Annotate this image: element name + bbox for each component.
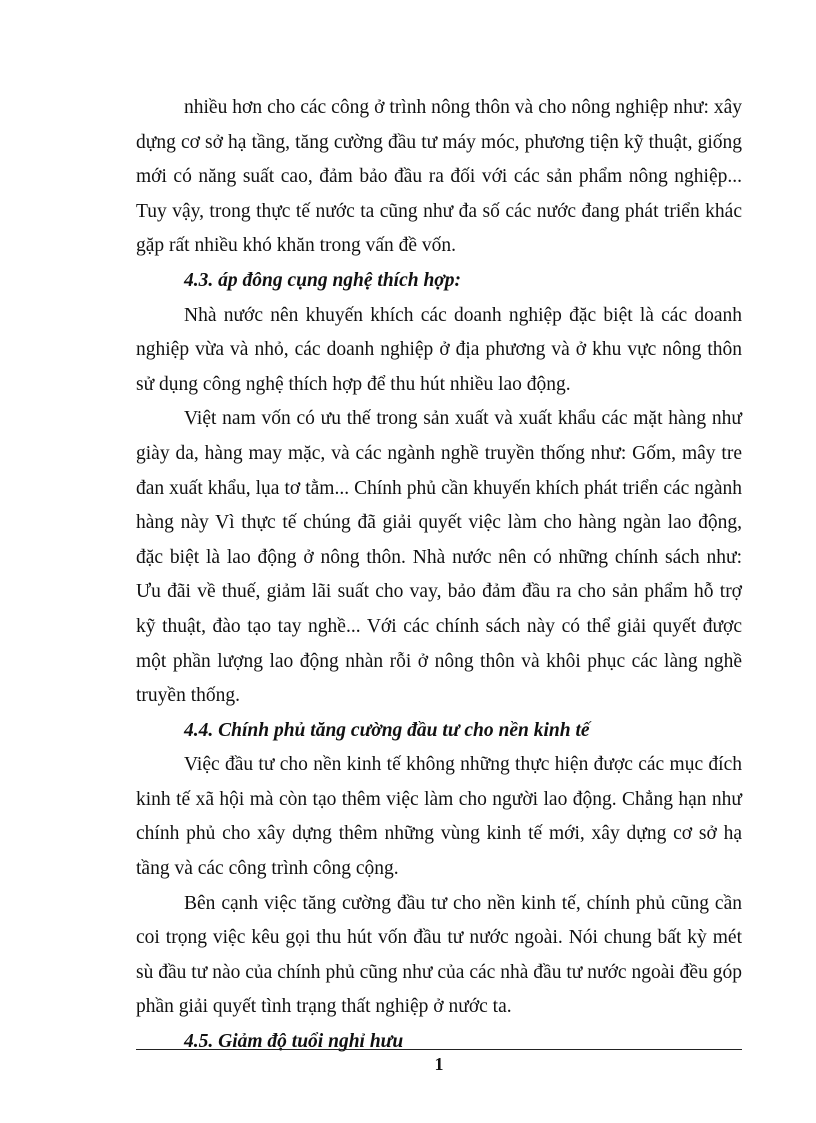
paragraph-technology-encouragement: Nhà nước nên khuyến khích các doanh nghiệp đặc biệt là các doanh nghiệp vừa và nhỏ, các doanh nghiệp ở địa phương và ở khu vực nông thôn sử dụng công nghệ thích hợp để thu hút nhiều lao động. <box>136 304 742 395</box>
paragraph-investment-purpose: Việc đầu tư cho nền kinh tế không những thực hiện được các mục đích kinh tế xã hội mà còn tạo thêm việc làm cho người lao động. Chẳng hạn như chính phủ cho xây dựng thêm những vùng kinh tế mới, xây dựng cơ sở hạ tầng và các công trình công cộng. <box>136 754 742 880</box>
paragraph-foreign-investment: Bên cạnh việc tăng cường đầu tư cho nền kinh tế, chính phủ cũng cần coi trọng việc kêu gọi thu hút vốn đầu tư nước ngoài. Nói chung bất kỳ mét sù đầu tư nào của chính phủ cũng như của các nhà đầu tư nước ngoài đều góp phần giải quyết tình trạng thất nghiệp ở nước ta. <box>136 892 742 1018</box>
document-body <box>136 91 742 1060</box>
footer-divider <box>136 1049 742 1050</box>
section-heading-4-5: 4.5. Giảm độ tuổi nghỉ hưu <box>184 1031 404 1053</box>
paragraph-traditional-industries: Việt nam vốn có ưu thế trong sản xuất và xuất khẩu các mặt hàng như giày da, hàng may mặc, và các ngành nghề truyền thống như: Gốm, mây tre đan xuất khẩu, lụa tơ tằm... Chính phủ cần khuyến khích phát triển các ngành hàng này Vì thực tế chúng đã giải quyết việc làm cho hàng ngàn lao động, đặc biệt là lao động ở nông thôn. Nhà nước nên có những chính sách như: Ưu đãi về thuế, giảm lãi suất cho vay, bảo đảm đầu ra cho sản phẩm hỗ trợ kỹ thuật, đào tạo tay nghề... Với các chính sách này có thể giải quyết được một phần lượng lao động nhàn rỗi ở nông thôn và khôi phục các làng nghề truyền thống. <box>136 408 742 707</box>
section-heading-4-4: 4.4. Chính phủ tăng cường đầu tư cho nền kinh tế <box>184 719 590 741</box>
section-heading-4-3: 4.3. áp đông cụng nghệ thích hợp: <box>184 269 462 291</box>
page-number: 1 <box>434 1054 444 1074</box>
paragraph-intro-continuation: nhiều hơn cho các công ở trình nông thôn và cho nông nghiệp như: xây dựng cơ sở hạ tầng, tăng cường đầu tư máy móc, phương tiện kỹ thuật, giống mới có năng suất cao, đảm bảo đầu ra đối với các sản phẩm nông nghiệp... Tuy vậy, trong thực tế nước ta cũng như đa số các nước đang phát triển khác gặp rất nhiều khó khăn trong vấn đề vốn. <box>136 97 742 257</box>
